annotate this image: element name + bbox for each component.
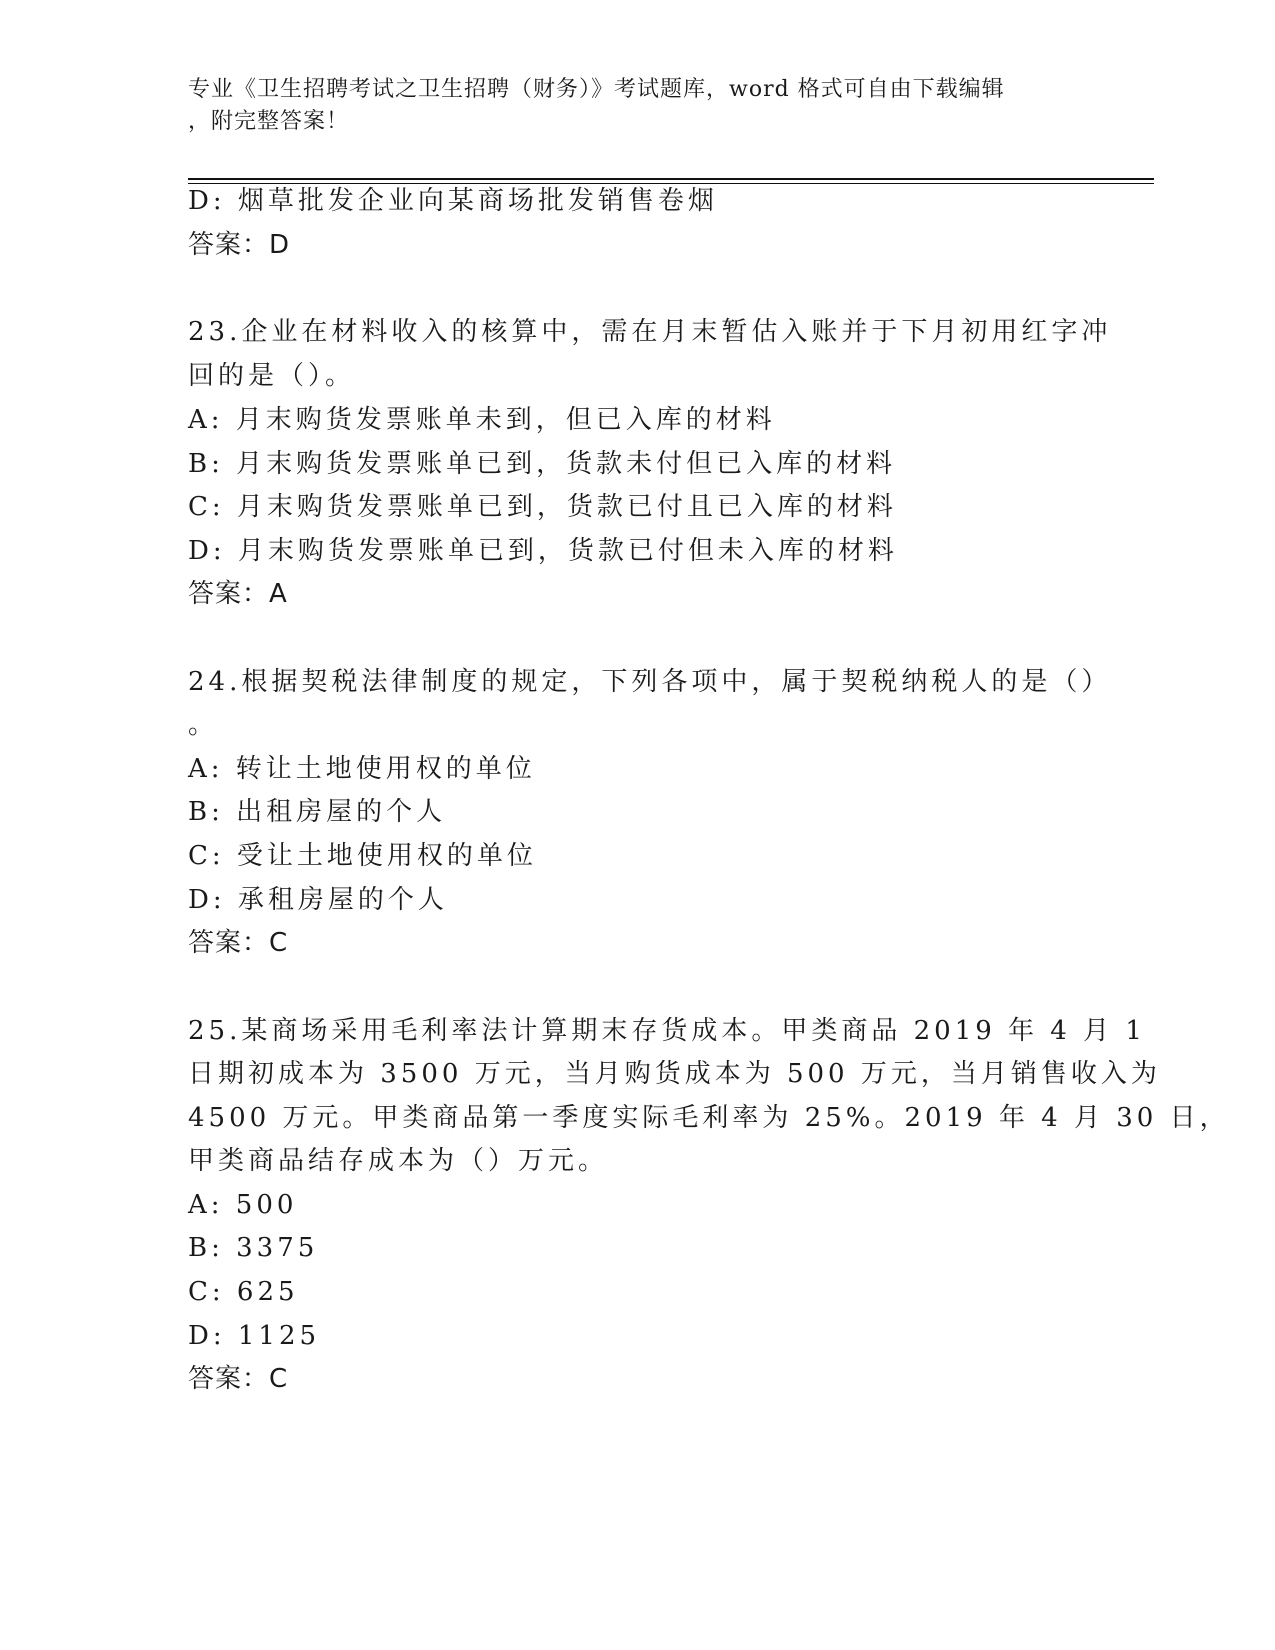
q23-stem-line-1: 23.企业在材料收入的核算中，需在月末暂估入账并于下月初用红字冲 — [188, 317, 1112, 347]
q25-stem-line-1: 25.某商场采用毛利率法计算期末存货成本。甲类商品 2019 年 4 月 1 — [188, 1016, 1146, 1046]
q25-option-d: D: 1125 — [188, 1321, 321, 1351]
q24-stem-line-2: 。 — [188, 710, 219, 740]
q23-answer: 答案：A — [188, 579, 288, 609]
q23-option-c: C: 月末购货发票账单已到，货款已付且已入库的材料 — [188, 492, 897, 522]
q23-option-a: A: 月末购货发票账单未到，但已入库的材料 — [188, 405, 776, 435]
q23-option-d: D: 月末购货发票账单已到，货款已付但未入库的材料 — [188, 536, 898, 566]
prev-option-d: D: 烟草批发企业向某商场批发销售卷烟 — [188, 186, 718, 216]
q24-option-c: C: 受让土地使用权的单位 — [188, 841, 537, 871]
q25-stem-line-3: 4500 万元。甲类商品第一季度实际毛利率为 25%。2019 年 4 月 30 日， — [188, 1103, 1230, 1133]
q25-option-b: B: 3375 — [188, 1233, 319, 1263]
q23-stem-line-2: 回的是（）。 — [188, 361, 356, 391]
header-line-2: ，附完整答案！ — [188, 109, 350, 134]
q25-stem-line-2: 日期初成本为 3500 万元，当月购货成本为 500 万元，当月销售收入为 — [188, 1059, 1161, 1089]
q25-answer: 答案：C — [188, 1364, 289, 1394]
q24-option-a: A: 转让土地使用权的单位 — [188, 754, 536, 784]
header-rule-thick — [188, 178, 1154, 180]
q24-option-d: D: 承租房屋的个人 — [188, 885, 448, 915]
header-line-1: 专业《卫生招聘考试之卫生招聘（财务）》考试题库，word 格式可自由下载编辑 — [188, 77, 1005, 102]
q24-stem-line-1: 24.根据契税法律制度的规定，下列各项中，属于契税纳税人的是（） — [188, 667, 1112, 697]
q25-stem-line-4: 甲类商品结存成本为（）万元。 — [188, 1146, 609, 1176]
q24-option-b: B: 出租房屋的个人 — [188, 797, 447, 827]
q25-option-c: C: 625 — [188, 1277, 299, 1307]
q24-answer: 答案：C — [188, 928, 289, 958]
prev-answer: 答案：D — [188, 230, 291, 260]
page-header — [188, 74, 1088, 138]
q25-option-a: A: 500 — [188, 1190, 298, 1220]
q23-option-b: B: 月末购货发票账单已到，货款未付但已入库的材料 — [188, 449, 897, 479]
